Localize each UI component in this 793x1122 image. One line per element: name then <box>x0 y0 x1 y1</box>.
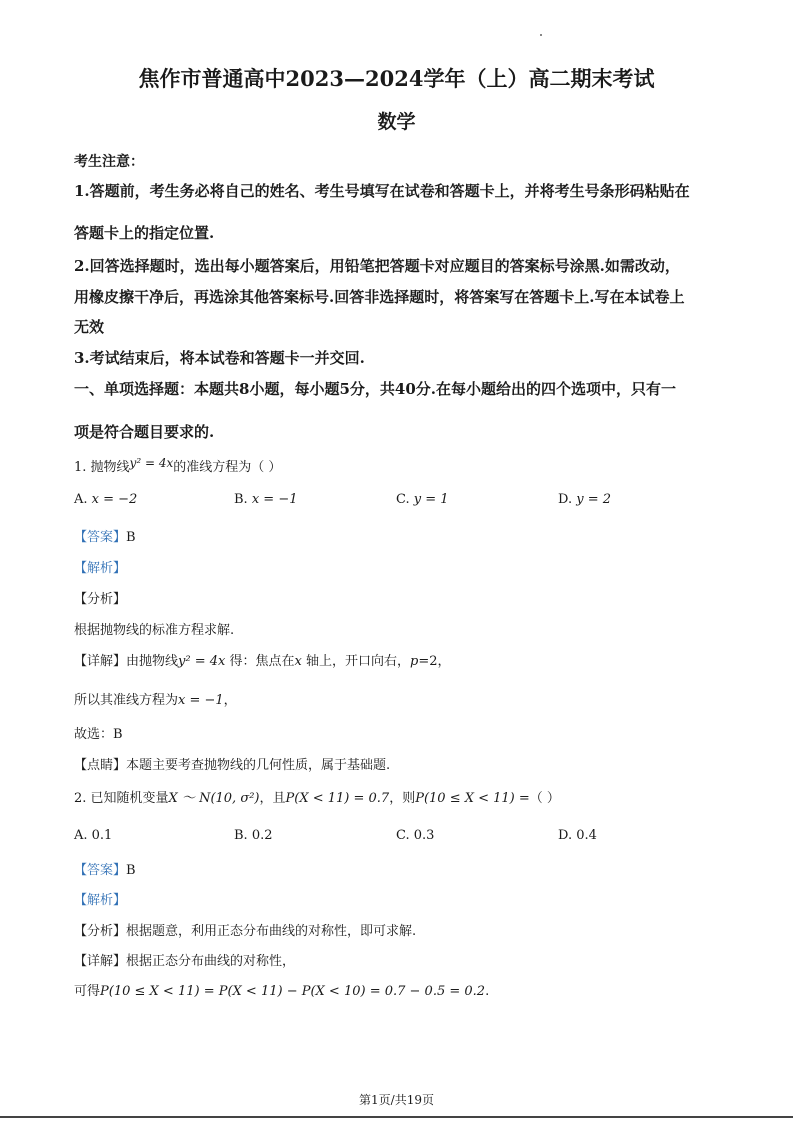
q1-dianjing: 【点睛】本题主要考查抛物线的几何性质，属于基础题. <box>74 758 391 773</box>
exam-subject: 数学 <box>377 111 416 133</box>
scan-speck <box>540 34 542 36</box>
q2-option-c: C. 0.3 <box>396 828 435 843</box>
section1-line1: 一、单项选择题：本题共8小题，每小题5分，共40分.在每小题给出的四个选项中，只有一 <box>74 380 676 398</box>
q1-choose: 故选：B <box>74 727 123 742</box>
q2-stem: 2. 已知随机变量X ～ N(10, σ²)，且P(X < 11) = 0.7，则P(10 ≤ X < 11) =（ ） <box>74 791 560 806</box>
answer-tag: 【答案】 <box>74 530 127 545</box>
page-footer: 第1页/共19页 <box>359 1093 434 1107</box>
notice-item2-line3: 无效 <box>74 318 105 336</box>
q2-option-a: A. 0.1 <box>74 828 113 843</box>
section1-line2: 项是符合题目要求的. <box>74 423 215 441</box>
page-bottom-border <box>0 1116 793 1118</box>
q2-fenxi: 【分析】根据题意，利用正态分布曲线的对称性，即可求解. <box>74 924 417 939</box>
q2-analysis-tag: 【解析】 <box>74 893 127 908</box>
q1-option-d: D. y = 2 <box>558 492 612 507</box>
notice-item3: 3.考试结束后，将本试卷和答题卡一并交回. <box>74 349 365 367</box>
q1-fenxi-tag: 【分析】 <box>74 592 127 607</box>
q1-directrix: 所以其准线方程为x = −1， <box>74 693 237 708</box>
q1-formula: y² = 4x <box>129 456 174 470</box>
q2-result: 可得P(10 ≤ X < 11) = P(X < 11) − P(X < 10) = 0.7 − 0.5 = 0.2. <box>74 984 490 999</box>
notice-heading: 考生注意： <box>74 154 144 170</box>
answer-tag: 【答案】 <box>74 863 127 878</box>
q1-option-c: C. y = 1 <box>396 492 449 507</box>
q1-prefix: 1. 抛物线 <box>74 460 130 475</box>
q1-fenxi-text: 根据抛物线的标准方程求解. <box>74 623 235 638</box>
q1-analysis-tag: 【解析】 <box>74 561 127 576</box>
notice-item2-line2: 用橡皮擦干净后，再选涂其他答案标号.回答非选择题时，将答案写在答题卡上.写在本试卷上 <box>74 288 685 306</box>
exam-title: 焦作市普通高中2023—2024学年（上）高二期末考试 <box>138 66 655 91</box>
q1-option-a: A. x = −2 <box>74 492 138 507</box>
q1-suffix: 的准线方程为（ ） <box>173 460 282 475</box>
notice-item1-line1: 1.答题前，考生务必将自己的姓名、考生号填写在试卷和答题卡上，并将考生号条形码粘贴在 <box>74 182 690 200</box>
q2-answer: 【答案】B <box>74 863 136 878</box>
q2-option-d: D. 0.4 <box>558 828 597 843</box>
q1-answer: 【答案】B <box>74 530 136 545</box>
notice-item1-line2: 答题卡上的指定位置. <box>74 224 215 242</box>
q1-option-b: B. x = −1 <box>234 492 298 507</box>
notice-item2-line1: 2.回答选择题时，选出每小题答案后，用铅笔把答题卡对应题目的答案标号涂黑.如需改动， <box>74 257 680 275</box>
q1-detail: 【详解】由抛物线y² = 4x 得：焦点在x 轴上，开口向右，p=2， <box>74 654 451 669</box>
q2-detail: 【详解】根据正态分布曲线的对称性， <box>74 954 296 969</box>
q1-stem <box>74 456 281 475</box>
q2-option-b: B. 0.2 <box>234 828 273 843</box>
